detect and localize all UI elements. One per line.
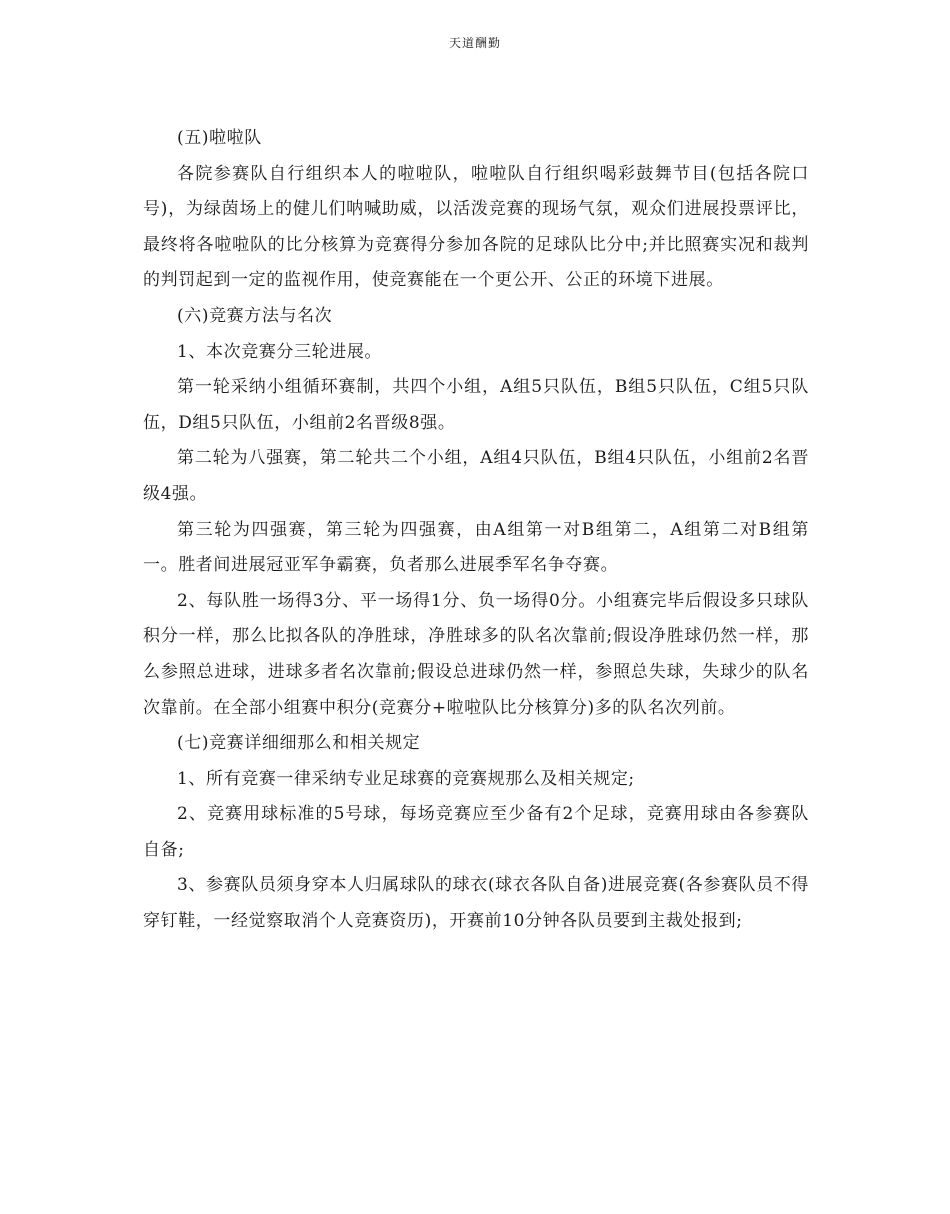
- paragraph-rule-1: 1、所有竞赛一律采纳专业足球赛的竞赛规那么及相关规定;: [177, 768, 635, 789]
- paragraph-three-rounds: 1、本次竞赛分三轮进展。: [177, 341, 383, 362]
- section-heading-rules: (七)竞赛详细细那么和相关规定: [177, 733, 421, 754]
- paragraph-scoring: 2、每队胜一场得3分、平一场得1分、负一场得0分。小组赛完毕后假设多只球队积分一样，那么比拟各队的净胜球，净胜球多的队名次靠前;假设净胜球仍然一样，那么参照总进球，进球多者名次靠前;假设总进球仍然一样，参照总失球，失球少的队名次靠前。在全部小组赛中积分(竞赛分+啦啦队比分核算分)多的队名次列前。: [143, 590, 809, 718]
- section-heading-method-ranking: (六)竞赛方法与名次: [177, 305, 333, 326]
- paragraph-round-one: 第一轮采纳小组循环赛制，共四个小组，A组5只队伍，B组5只队伍，C组5只队伍，D组5只队伍，小组前2名晋级8强。: [143, 377, 809, 433]
- section-heading-cheerleading: (五)啦啦队: [177, 128, 262, 148]
- paragraph-round-three: 第三轮为四强赛，第三轮为四强赛，由A组第一对B组第二，A组第二对B组第一。胜者间进展冠亚军争霸赛，负者那么进展季军名争夺赛。: [143, 519, 809, 576]
- paragraph-rule-2: 2、竞赛用球标准的5号球，每场竞赛应至少备有2个足球，竞赛用球由各参赛队自备;: [143, 804, 809, 860]
- page-header: 天道酬勤: [448, 36, 501, 50]
- paragraph-round-two: 第二轮为八强赛，第二轮共二个小组，A组4只队伍，B组4只队伍，小组前2名晋级4强。: [143, 448, 809, 504]
- paragraph-rule-3: 3、参赛队员须身穿本人归属球队的球衣(球衣各队自备)进展竞赛(各参赛队员不得穿钉鞋，一经觉察取消个人竞赛资历)，开赛前10分钟各队员要到主裁处报到;: [143, 875, 809, 932]
- document-body: [143, 121, 809, 940]
- paragraph-cheerleading-desc: 各院参赛队自行组织本人的啦啦队，啦啦队自行组织喝彩鼓舞节目(包括各院口号)，为绿茵场上的健儿们呐喊助威，以活泼竞赛的现场气氛，观众们进展投票评比，最终将各啦啦队的比分核算为竞赛得分参加各院的足球队比分中;并比照赛实况和裁判的判罚起到一定的监视作用，使竞赛能在一个更公开、公正的环境下进展。: [143, 163, 809, 291]
